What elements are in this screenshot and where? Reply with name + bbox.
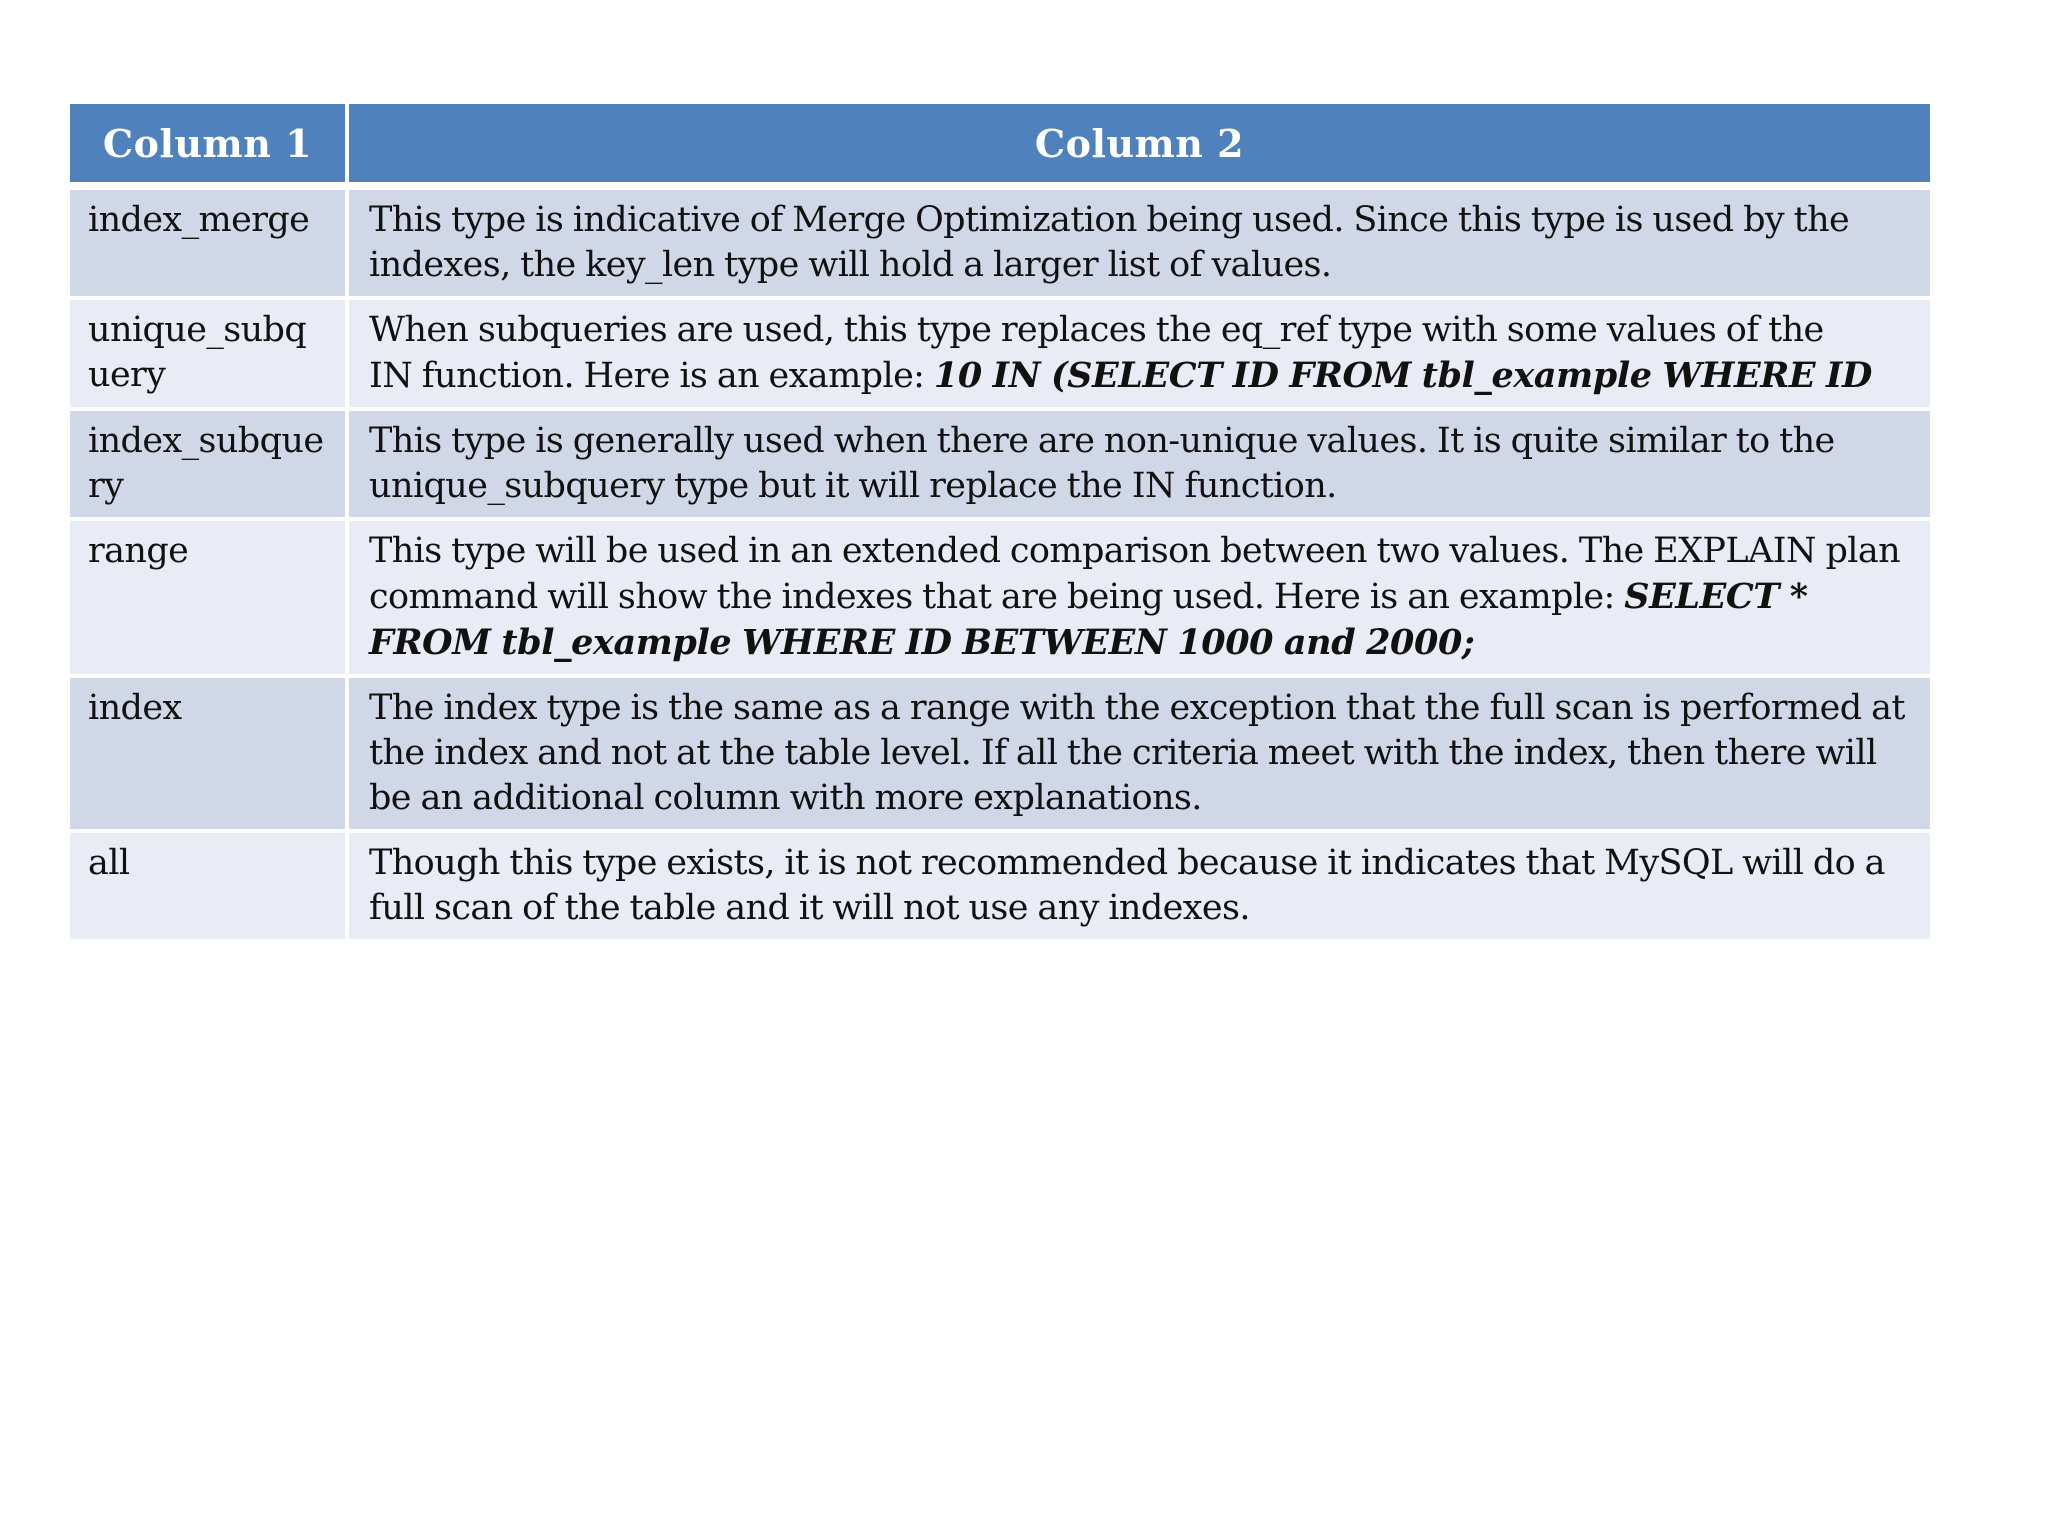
description-text: IN function. Here is an example: [369,356,934,396]
table-row [70,190,1930,300]
table-row [70,300,1930,411]
description-line: When subqueries are used, this type replaces the eq_ref type with some values of the [369,310,1824,350]
description-line [369,353,1916,399]
type-name-cell: range [70,521,345,678]
type-description-cell: The index type is the same as a range with the exception that the full scan is performed at the index and not at the table level. If all the criteria meet with the index, then there will be an additional column with more explanations. [345,678,1930,833]
type-name-cell: index_merge [70,190,345,300]
type-description-cell: This type is generally used when there are non-unique values. It is quite similar to the unique_subquery type but it will replace the IN function. [345,411,1930,521]
table-body [70,190,1930,943]
comparison-table [70,104,1930,943]
type-name-cell: index [70,678,345,833]
table-row [70,411,1930,521]
type-name-cell: index_subquery [70,411,345,521]
description-text: This type will be used in an extended comparison between two values. The EXPLAIN plan command will show the indexes that are being used. Here is an example: [369,531,1901,617]
type-description-cell: Though this type exists, it is not recommended because it indicates that MySQL will do a full scan of the table and it will not use any indexes. [345,833,1930,943]
type-name-cell: all [70,833,345,943]
type-description-cell [345,300,1930,411]
type-name-cell: unique_subquery [70,300,345,411]
column-header-2: Column 2 [345,104,1930,190]
code-example: 10 IN (SELECT ID FROM tbl_example WHERE ID [933,355,1872,396]
table-row [70,678,1930,833]
type-description-cell [345,521,1930,678]
header-row [70,104,1930,190]
column-header-1: Column 1 [70,104,345,190]
code-example: SELECT * FROM tbl_example WHERE ID BETWEEN 1000 and 2000; [369,576,1808,663]
table-header [70,104,1930,190]
type-description-cell: This type is indicative of Merge Optimization being used. Since this type is used by the indexes, the key_len type will hold a larger list of values. [345,190,1930,300]
table-row [70,521,1930,678]
table-row [70,833,1930,943]
